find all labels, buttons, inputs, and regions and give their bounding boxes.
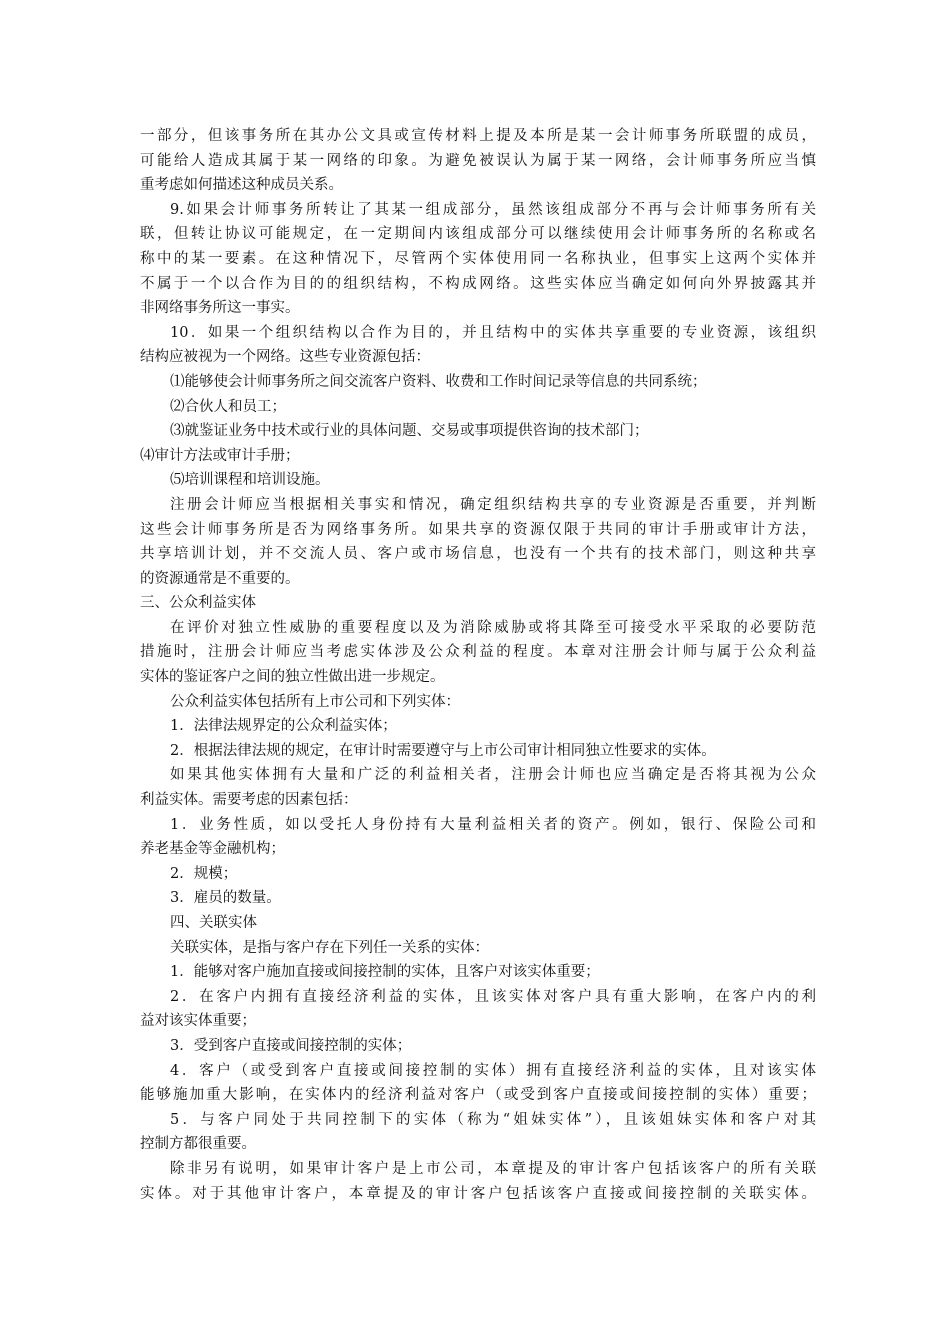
text-line: 的资源通常是不重要的。 [140,570,300,587]
text-line: 控制方都很重要。 [140,1136,256,1153]
text-line: 除非另有说明，如果审计客户是上市公司，本章提及的审计客户包括该客户的所有关联 [170,1160,816,1177]
text-line: 四、关联实体 [170,915,257,931]
text-line: 实体。对于其他审计客户，本章提及的审计客户包括该客户直接或间接控制的关联实体。 [140,1185,816,1202]
text-line: 措施时，注册会计师应当考虑实体涉及公众利益的程度。本章对注册会计师与属于公众利益 [140,644,816,661]
text-line: 联，但转让协议可能规定，在一定期间内该组成部分可以继续使用会计师事务所的名称或名 [140,226,816,243]
text-line: 能够施加重大影响，在实体内的经济利益对客户（或受到客户直接或间接控制的实体）重要； [140,1087,816,1104]
text-line: 可能给人造成其属于某一网络的印象。为避免被误认为属于某一网络，会计师事务所应当慎 [140,152,816,169]
text-line: 关联实体，是指与客户存在下列任一关系的实体： [170,939,489,956]
text-line: 在评价对独立性威胁的重要程度以及为消除威胁或将其降至可接受水平采取的必要防范 [170,619,816,636]
text-line: 4．客户（或受到客户直接或间接控制的实体）拥有直接经济利益的实体，且对该实体 [170,1062,816,1079]
text-line: 1．能够对客户施加直接或间接控制的实体，且客户对该实体重要； [170,964,600,981]
text-line: 10．如果一个组织结构以合作为目的，并且结构中的实体共享重要的专业资源，该组织 [170,324,816,341]
text-line: 称中的某一要素。在这种情况下，尽管两个实体使用同一名称执业，但事实上这两个实体并 [140,250,816,267]
text-line: ⑸培训课程和培训设施。 [170,472,330,489]
text-line: ⑴能够使会计师事务所之间交流客户资料、收费和工作时间记录等信息的共同系统； [170,373,707,390]
text-line: 2．根据法律法规的规定，在审计时需要遵守与上市公司审计相同独立性要求的实体。 [170,742,716,759]
text-line: 公众利益实体包括所有上市公司和下列实体： [170,693,460,710]
text-line: 结构应被视为一个网络。这些专业资源包括： [140,349,430,366]
text-line: 非网络事务所这一事实。 [140,300,300,317]
text-line: 养老基金等金融机构； [140,841,285,858]
text-line: ⑵合伙人和员工； [170,398,286,415]
text-line: 2．在客户内拥有直接经济利益的实体，且该实体对客户具有重大影响，在客户内的利 [170,988,816,1005]
text-line: 2．规模； [170,865,238,882]
text-line: 不属于一个以合作为目的的组织结构，不构成网络。这些实体应当确定如何向外界披露其并 [140,275,816,292]
text-line: 9.如果会计师事务所转让了其某一组成部分，虽然该组成部分不再与会计师事务所有关 [170,201,816,218]
text-line: 三、公众利益实体 [140,595,256,612]
text-line: 实体的鉴证客户之间的独立性做出进一步规定。 [140,669,445,686]
text-line: 1．法律法规界定的公众利益实体； [170,718,397,735]
text-line: 如果其他实体拥有大量和广泛的利益相关者，注册会计师也应当确定是否将其视为公众 [170,767,816,784]
document-page [140,124,816,1206]
text-line: 5．与客户同处于共同控制下的实体（称为“姐妹实体”），且该姐妹实体和客户对其 [170,1111,816,1128]
text-line: 1．业务性质，如以受托人身份持有大量利益相关者的资产。例如，银行、保险公司和 [170,816,816,833]
text-line: 3．受到客户直接或间接控制的实体； [170,1037,412,1054]
text-line: 一部分，但该事务所在其办公文具或宣传材料上提及本所是某一会计师事务所联盟的成员， [140,128,816,144]
text-line: 益对该实体重要； [140,1013,256,1030]
text-line: 重考虑如何描述这种成员关系。 [140,177,343,194]
text-line: ⑶就鉴证业务中技术或行业的具体问题、交易或事项提供咨询的技术部门； [170,423,649,440]
text-line: 注册会计师应当根据相关事实和情况，确定组织结构共享的专业资源是否重要，并判断 [170,496,816,513]
text-line: 3．雇员的数量。 [170,890,281,907]
text-line: 共享培训计划，并不交流人员、客户或市场信息，也没有一个共有的技术部门，则这种共享 [140,546,816,563]
text-line: 这些会计师事务所是否为网络事务所。如果共享的资源仅限于共同的审计手册或审计方法， [140,521,816,538]
text-line: ⑷审计方法或审计手册； [140,447,300,464]
text-line: 利益实体。需要考虑的因素包括： [140,792,358,809]
